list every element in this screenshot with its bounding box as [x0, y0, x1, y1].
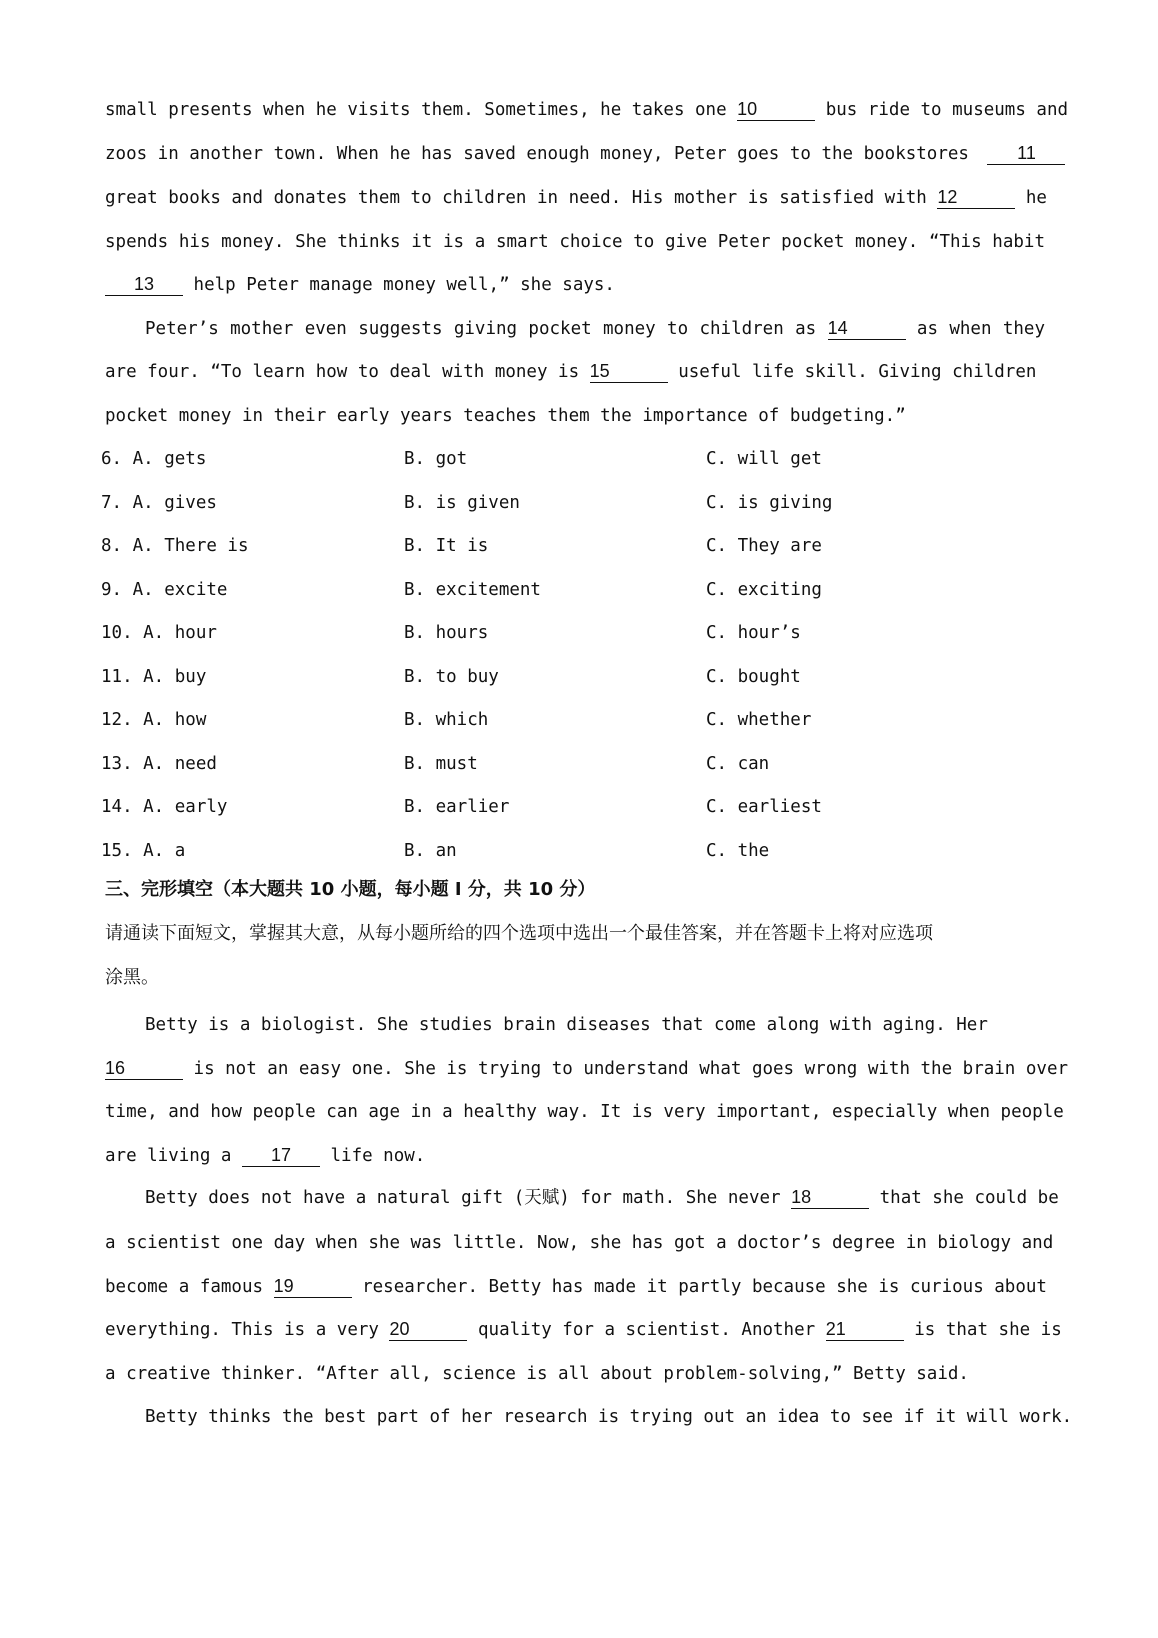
option-c: C. the — [706, 841, 770, 861]
passage-line: 13 help Peter manage money well,” she says. — [105, 273, 1045, 297]
option-a: 13. A. need — [101, 754, 217, 774]
option-c: C. will get — [706, 449, 822, 469]
passage-line: time, and how people can age in a healthy way. It is very important, especially when people — [105, 1102, 1064, 1122]
option-b: B. to buy — [404, 667, 499, 687]
passage-line: are living a 17 life now. — [105, 1145, 426, 1166]
option-b: B. earlier — [404, 797, 510, 817]
blank-19: 19 — [274, 1276, 352, 1298]
passage-line: a scientist one day when she was little. Now, she has got a doctor’s degree in biology and — [105, 1233, 1054, 1253]
passage-line: everything. This is a very 20 quality for a scientist. Another 21 is that she is — [105, 1319, 1062, 1340]
option-b: B. got — [404, 449, 468, 469]
option-a: 9. A. excite — [101, 580, 228, 600]
option-b: B. an — [404, 841, 457, 861]
blank-12: 12 — [937, 187, 1015, 209]
option-b: B. It is — [404, 536, 489, 556]
option-c: C. is giving — [706, 493, 833, 513]
passage-line: Betty thinks the best part of her research is trying out an idea to see if it will work. — [145, 1407, 1073, 1427]
option-c: C. earliest — [706, 797, 822, 817]
option-a: 12. A. how — [101, 710, 207, 730]
passage-line: are four. “To learn how to deal with money is 15 useful life skill. Giving children — [105, 361, 1037, 382]
passage-line: small presents when he visits them. Sometimes, he takes one 10 bus ride to museums and — [105, 99, 1069, 120]
option-a: 7. A. gives — [101, 493, 217, 513]
option-c: C. can — [706, 754, 770, 774]
option-c: C. hour’s — [706, 623, 801, 643]
passage-line: great books and donates them to children in need. His mother is satisfied with 12 he — [105, 187, 1047, 208]
option-a: 15. A. a — [101, 841, 186, 861]
passage-line: Betty does not have a natural gift (天赋) for math. She never 18 that she could be — [145, 1187, 1059, 1208]
blank-10: 10 — [737, 99, 815, 121]
option-a: 14. A. early — [101, 797, 228, 817]
option-b: B. which — [404, 710, 489, 730]
blank-16: 16 — [105, 1058, 183, 1080]
option-a: 11. A. buy — [101, 667, 207, 687]
blank-21: 21 — [826, 1319, 904, 1341]
option-b: B. is given — [404, 493, 520, 513]
blank-17: 17 — [242, 1145, 320, 1167]
passage-line: 16 is not an easy one. She is trying to understand what goes wrong with the brain over — [105, 1058, 1069, 1079]
blank-18: 18 — [791, 1187, 869, 1209]
passage-line: a creative thinker. “After all, science is all about problem-solving,” Betty said. — [105, 1364, 969, 1384]
section-instruction: 请通读下面短文，掌握其大意，从每小题所给的四个选项中选出一个最佳答案，并在答题卡上将对应选项 — [105, 923, 933, 944]
blank-20: 20 — [389, 1319, 467, 1341]
option-c: C. bought — [706, 667, 801, 687]
passage-line: pocket money in their early years teaches them the importance of budgeting.” — [105, 406, 906, 426]
passage-line: Peter’s mother even suggests giving pocket money to children as 14 as when they — [145, 318, 1046, 339]
passage-line: spends his money. She thinks it is a smart choice to give Peter pocket money. “This habit — [105, 232, 1045, 252]
passage-line: become a famous 19 researcher. Betty has made it partly because she is curious about — [105, 1276, 1047, 1297]
option-c: C. whether — [706, 710, 812, 730]
option-b: B. hours — [404, 623, 489, 643]
option-a: 10. A. hour — [101, 623, 217, 643]
option-c: C. They are — [706, 536, 822, 556]
blank-13: 13 — [105, 274, 183, 296]
section-instruction: 涂黑。 — [105, 967, 159, 988]
option-a: 8. A. There is — [101, 536, 249, 556]
option-a: 6. A. gets — [101, 449, 207, 469]
option-c: C. exciting — [706, 580, 822, 600]
option-b: B. must — [404, 754, 478, 774]
blank-14: 14 — [828, 318, 906, 340]
blank-11: 11 — [987, 143, 1065, 165]
passage-line: zoos in another town. When he has saved enough money, Peter goes to the bookstores 11 — [105, 142, 1045, 166]
passage-line: Betty is a biologist. She studies brain diseases that come along with aging. Her — [145, 1015, 988, 1035]
option-b: B. excitement — [404, 580, 541, 600]
blank-15: 15 — [590, 361, 668, 383]
section-heading: 三、完形填空（本大题共 10 小题，每小题 I 分，共 10 分） — [105, 879, 596, 900]
